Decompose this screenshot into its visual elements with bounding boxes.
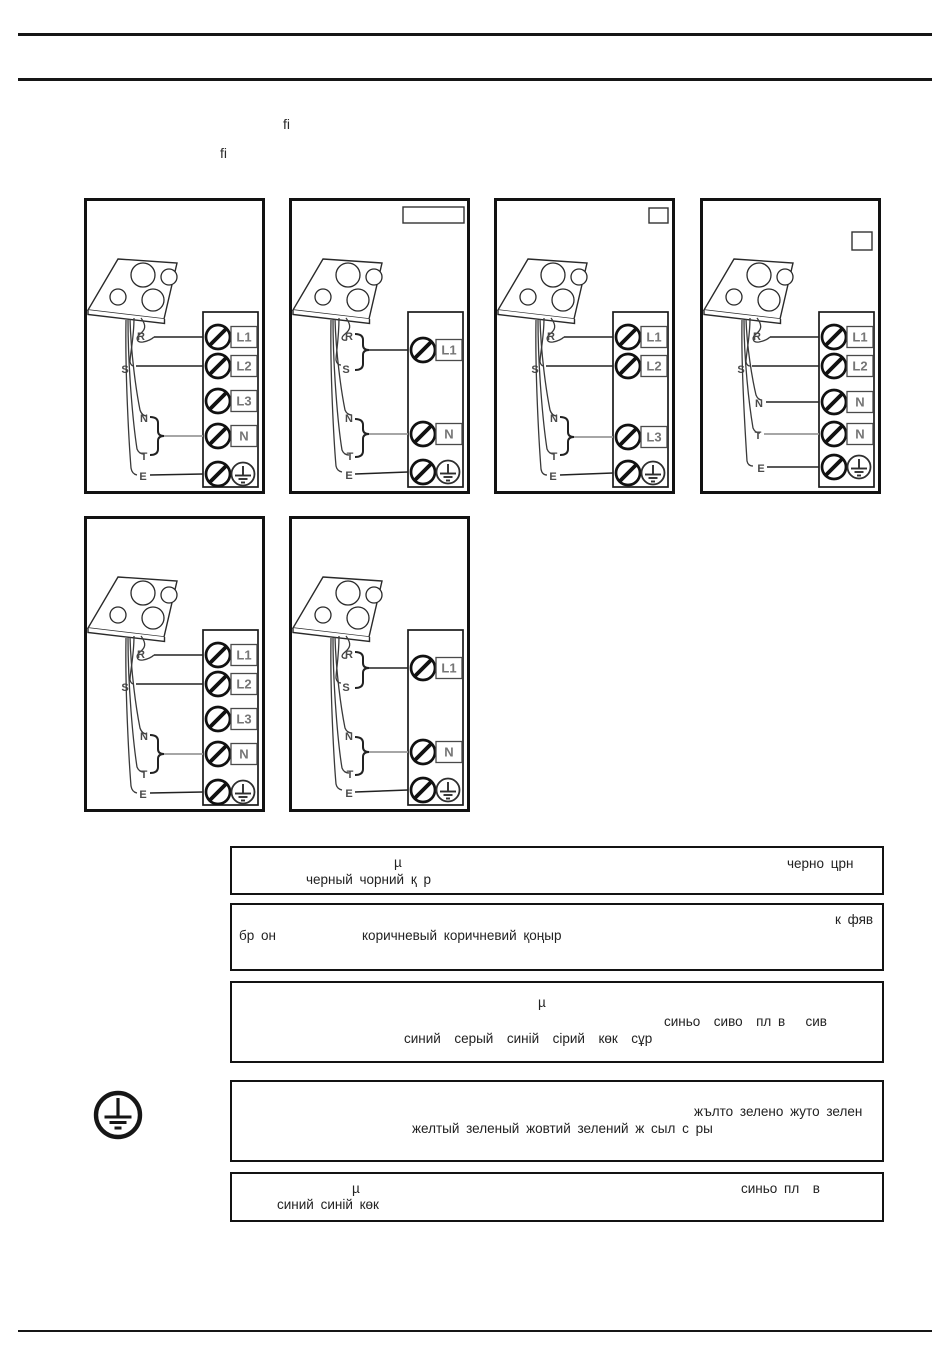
cooktop-icon [293,259,382,324]
terminal-label: N [855,394,865,410]
legend-text: синий серый синій сірий көк сұр [404,1031,653,1046]
legend-text: µ [394,855,402,870]
wire-label: S [737,364,745,376]
legend-text: синьо пл в [741,1181,820,1196]
terminal-label: L1 [441,342,457,358]
terminal-screw-icon [206,424,230,448]
diagram-border [86,518,264,811]
terminal-label: L2 [236,358,252,374]
legend-box-blue-grey-wire [230,981,884,1063]
legend-text: µ [538,995,546,1010]
wire-label: R [547,331,555,343]
wire-bracket-brace [355,652,369,688]
connection-line [560,473,613,475]
wire-bracket-brace [150,735,164,773]
terminal-label: L3 [236,711,252,727]
wire-label: T [140,451,148,463]
wire-label: E [345,788,353,800]
wire-label: T [346,451,354,463]
connection-line [355,790,408,792]
terminal-screw-icon [822,455,846,479]
terminal-screw-icon [822,325,846,349]
terminal-screw-icon [206,707,230,731]
wire-bracket-brace [355,419,369,457]
legend-text: синьо сиво пл в сив [664,1014,827,1029]
wire-bracket-brace [560,417,574,455]
wire-label: N [140,731,148,743]
wire-label: T [754,430,762,442]
wire-label: R [753,331,761,343]
wire-label: N [140,413,148,425]
diagram-border [702,200,880,493]
wire-label: N [755,398,763,410]
terminal-label: L3 [236,393,252,409]
cooktop-icon [704,259,793,324]
earth-terminal-icon [437,461,460,484]
legend-text: бр он [239,928,276,943]
terminal-screw-icon [616,461,640,485]
terminal-screw-icon [616,325,640,349]
terminal-screw-icon [206,389,230,413]
wire-label: T [140,769,148,781]
legend-box-brown-wire [230,903,884,971]
wiring-diagram-4 [700,198,881,494]
terminal-screw-icon [206,462,230,486]
wire-label: E [757,463,765,475]
terminal-screw-icon [616,354,640,378]
wire-bracket-brace [355,737,369,775]
model-label-box [852,232,872,250]
terminal-screw-icon [616,425,640,449]
wiring-diagram-2 [289,198,470,494]
ligature-artifact-fi-top: fi [283,116,290,132]
wire-label: S [121,682,129,694]
diagram-border [496,200,674,493]
wire-label: N [345,413,353,425]
wiring-diagram-1 [84,198,265,494]
terminal-label: N [444,426,454,442]
terminal-label: L3 [646,429,662,445]
connection-line [150,792,203,793]
legend-text: µ [352,1181,360,1196]
terminal-label: N [239,428,249,444]
terminal-screw-icon [411,460,435,484]
terminal-screw-icon [206,354,230,378]
earth-ground-icon [92,1089,144,1141]
legend-text: жълто зелено жуто зелен [694,1104,863,1119]
footer-rule [18,1330,932,1332]
terminal-screw-icon [822,354,846,378]
cooktop-icon [88,259,177,324]
legend-text: черный чорний қ р [306,872,432,887]
terminal-screw-icon [411,740,435,764]
wiring-diagram-5 [84,516,265,812]
earth-terminal-icon [642,462,665,485]
terminal-screw-icon [206,780,230,804]
cooktop-icon [88,577,177,642]
wiring-diagram-3 [494,198,675,494]
wire-label: S [342,682,350,694]
model-label-box [403,207,464,223]
terminal-label: L1 [646,329,662,345]
connection-line [150,474,203,475]
terminal-label: L1 [852,329,868,345]
wire-label: S [121,364,129,376]
terminal-screw-icon [206,643,230,667]
terminal-screw-icon [822,390,846,414]
legend-text: синий синій көк [277,1197,379,1212]
wire-label: E [345,470,353,482]
wire-label: S [531,364,539,376]
wire-label: N [345,731,353,743]
earth-terminal-icon [232,463,255,486]
wire-label: T [346,769,354,781]
wire-label: S [342,364,350,376]
legend-text: черно црн [787,856,854,871]
terminal-label: L1 [441,660,457,676]
earth-ground-symbol [92,1089,144,1141]
model-label-box [649,208,668,223]
wire-label: R [137,649,145,661]
header-rule-bottom [18,78,932,81]
wire-label: R [137,331,145,343]
cooktop-icon [498,259,587,324]
terminal-screw-icon [411,778,435,802]
terminal-screw-icon [822,422,846,446]
wire-label: E [139,471,147,483]
wire-label: T [550,451,558,463]
earth-terminal-icon [232,781,255,804]
connection-line [355,472,408,474]
legend-text: к фяв [835,912,874,927]
terminal-screw-icon [411,338,435,362]
earth-terminal-icon [437,779,460,802]
terminal-label: N [444,744,454,760]
legend-box-yellow-green-wire [230,1080,884,1162]
wire-label: E [139,789,147,801]
earth-terminal-icon [848,456,871,479]
terminal-label: L2 [236,676,252,692]
cooktop-icon [293,577,382,642]
terminal-screw-icon [206,742,230,766]
terminal-label: N [855,426,865,442]
legend-text: желтый зеленый жовтий зелений ж сыл с ры [412,1121,713,1136]
wire-label: R [345,331,353,343]
terminal-label: L1 [236,329,252,345]
wire-bracket-brace [150,417,164,455]
diagram-border [86,200,264,493]
wire-label: E [549,471,557,483]
terminal-screw-icon [411,422,435,446]
legend-text: коричневый коричневий қоңыр [362,928,562,943]
legend-box-blue-wire [230,1172,884,1222]
terminal-label: L2 [646,358,662,374]
wire-label: N [550,413,558,425]
terminal-screw-icon [206,325,230,349]
wire-label: R [345,649,353,661]
terminal-label: L2 [852,358,868,374]
wire-bracket-brace [355,334,369,370]
terminal-screw-icon [206,672,230,696]
terminal-label: L1 [236,647,252,663]
terminal-screw-icon [411,656,435,680]
wiring-diagram-6 [289,516,470,812]
ligature-artifact-fi-bottom: fi [220,145,227,161]
legend-box-black-wire [230,846,884,895]
terminal-label: N [239,746,249,762]
header-rule-top [18,33,932,36]
